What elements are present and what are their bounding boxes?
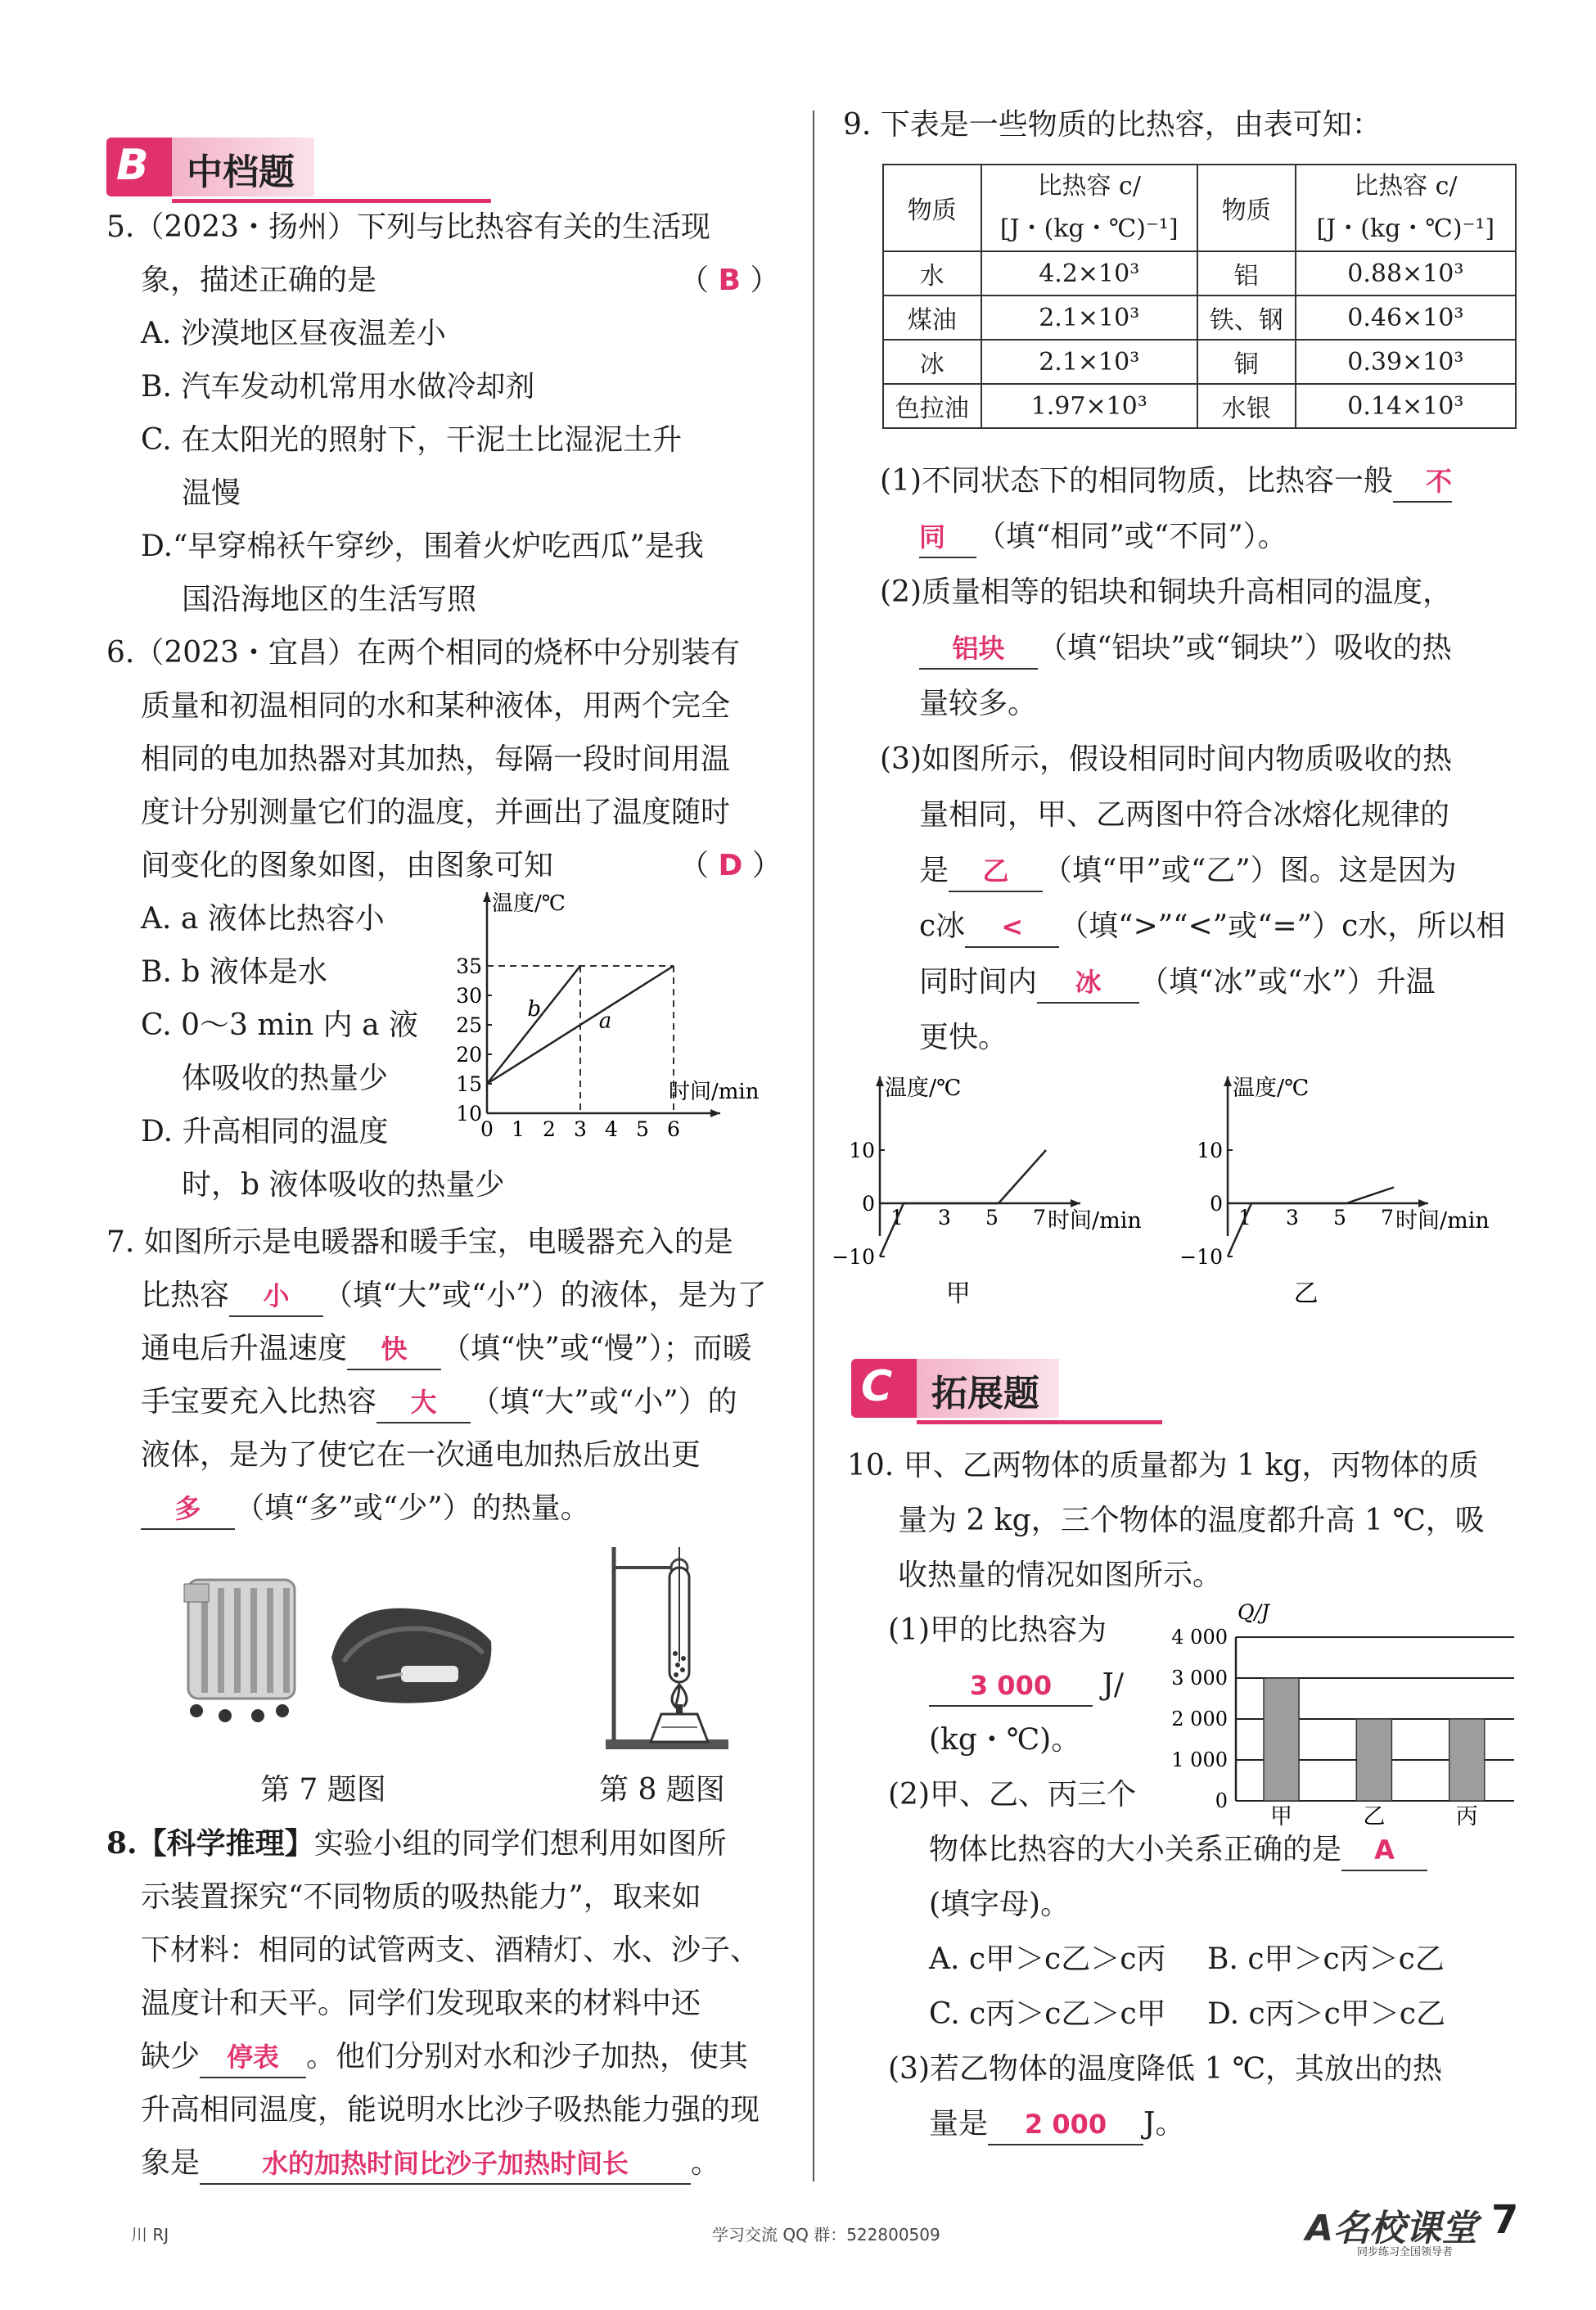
section-c-letter: C [861, 1362, 893, 1411]
q7-text: 手宝要充入比热容 [141, 1385, 377, 1419]
q9-text: （填“甲”或“乙”）图。这是因为 [1043, 854, 1457, 887]
q9-text: （填“冰”或“水”）升温 [1139, 965, 1436, 999]
q10-bar-乙 [1356, 1719, 1391, 1801]
q6-answer: D [718, 849, 743, 882]
q6-y-label: 温度/℃ [492, 891, 566, 916]
specific-heat-table [882, 164, 1517, 429]
q6-stem-2: 质量和初温相同的水和某种液体，用两个完全 [141, 689, 731, 723]
q8-answer-1: 停表 [227, 2042, 280, 2073]
q6-x-arrow [710, 1109, 720, 1117]
q7-text: 比热容 [141, 1279, 230, 1312]
q9-graph-yi-y-tick: −10 [1179, 1245, 1223, 1269]
q9-graph-yi-curve [1228, 1188, 1394, 1257]
q10-text: 物体比热容的大小关系正确的是 [929, 1833, 1342, 1866]
q9-text: (1)不同状态下的相同物质，比热容一般 [880, 464, 1393, 498]
fig7-caption: 第 7 题图 [260, 1773, 386, 1807]
q9-answer-3a: 乙 [982, 855, 1009, 887]
q10-option-c: C. c丙＞c乙＞c甲 [929, 1997, 1166, 2031]
q9-answer-3b: < [1001, 911, 1024, 942]
footer-qq-group: 学习交流 QQ 群：522800509 [712, 2225, 940, 2245]
q9-graph-yi-x-label: 时间/min [1395, 1208, 1490, 1234]
q6-series-label-a: a [598, 1008, 612, 1034]
q6-option-c-2: 体吸收的热量少 [182, 1062, 389, 1095]
q8-text: 。 [691, 2146, 721, 2180]
q6-temperature-graph [446, 884, 798, 1146]
section-c-header [851, 1359, 1129, 1418]
q9-part1-line2 [919, 510, 1287, 563]
footer-edition: 川 RJ [131, 2225, 169, 2245]
q9-part3-line2: 量相同，甲、乙两图中符合冰熔化规律的 [919, 798, 1450, 832]
q10-option-b: B. c甲＞c丙＞c乙 [1207, 1942, 1445, 1976]
table-cell: 铝 [1197, 251, 1296, 296]
q8-line-5 [141, 2030, 748, 2083]
q9-part3-line1: (3)如图所示，假设相同时间内物质吸收的热 [880, 742, 1452, 776]
q6-y-tick: 35 [456, 954, 482, 978]
brand-logo: A名校课堂 [1305, 2208, 1478, 2249]
q6-option-d-2: 时，b 液体吸收的热量少 [182, 1168, 505, 1202]
table-cell: 铜 [1197, 340, 1296, 384]
q10-y-label: Q/J [1238, 1600, 1269, 1624]
q10-part1-line2 [929, 1658, 1124, 1712]
q9-part2-line2 [919, 621, 1452, 675]
q9-graph-yi-y-label: 温度/℃ [1233, 1076, 1310, 1101]
q9-graph-jia-x-tick: 1 [890, 1206, 904, 1229]
q10-line-1: 10. 甲、乙两物体的质量都为 1 kg，丙物体的质 [847, 1449, 1479, 1482]
q9-graph-jia-y-label: 温度/℃ [885, 1076, 962, 1101]
q8-line-3: 下材料：相同的试管两支、酒精灯、水、沙子、 [141, 1933, 760, 1967]
q10-y-tick: 1 000 [1171, 1748, 1228, 1771]
q9-text: （填“相同”或“不同”）。 [976, 520, 1287, 553]
q10-category-label: 丙 [1455, 1804, 1478, 1830]
q6-option-a: A. a 液体比热容小 [141, 902, 385, 936]
q6-x-tick: 5 [636, 1117, 649, 1141]
q8-line-2: 示装置探究“不同物质的吸热能力”，取来如 [141, 1880, 701, 1914]
q7-answer-2: 快 [381, 1333, 408, 1365]
q10-option-a: A. c甲＞c乙＞c丙 [929, 1942, 1166, 1976]
q10-y-tick: 0 [1215, 1789, 1228, 1812]
q9-answer-1b: 同 [919, 521, 946, 553]
q9-graph-jia [832, 1064, 1187, 1334]
q8-line-4: 温度计和天平。同学们发现取来的材料中还 [141, 1987, 701, 2020]
column-divider [813, 111, 814, 2181]
q10-heat-bar-chart [1162, 1600, 1531, 1842]
q6-x-tick: 1 [512, 1117, 525, 1141]
q8-tag: 8.【科学推理】 [106, 1826, 314, 1861]
table-cell: 铁、钢 [1197, 296, 1296, 340]
table-cell: 煤油 [883, 296, 981, 340]
q10-bar-甲 [1264, 1678, 1299, 1801]
q9-graph-jia-x-tick: 3 [938, 1206, 951, 1229]
q9-answer-1a: 不 [1425, 466, 1452, 497]
q9-text: 是 [919, 854, 949, 887]
table-row [883, 296, 1516, 340]
q6-x-label: 时间/min [669, 1080, 760, 1104]
q6-x-tick: 0 [480, 1117, 494, 1141]
q9-part2-line3: 量较多。 [919, 687, 1038, 720]
q6-y-tick: 15 [456, 1072, 482, 1096]
q8-text: 象是 [141, 2146, 201, 2180]
table-header-capacity-3: 比热容 c/ [1354, 172, 1458, 201]
q10-y-tick: 2 000 [1171, 1708, 1228, 1730]
table-cell: 0.88×10³ [1296, 251, 1516, 296]
q6-x-tick: 3 [574, 1117, 587, 1141]
q10-part3-line2 [929, 2097, 1184, 2150]
section-c-title: 拓展题 [917, 1359, 1059, 1418]
q9-graph-yi-y-tick: 0 [1210, 1192, 1223, 1216]
q5-answer: B [718, 264, 741, 297]
q9-graph-jia-y-arrow [876, 1076, 884, 1086]
q9-graph-yi-x-tick: 7 [1381, 1206, 1394, 1229]
table-cell: 水 [883, 251, 981, 296]
q6-stem-1: 6.（2023・宜昌）在两个相同的烧杯中分别装有 [106, 636, 740, 670]
q10-text: J/ [1102, 1668, 1125, 1702]
q7-line-4 [141, 1375, 737, 1428]
q5-answer-bracket: （ B ） [679, 264, 780, 297]
q10-part2-line1: (2)甲、乙、丙三个 [888, 1778, 1136, 1811]
q9-graph-jia-y-tick: −10 [832, 1245, 875, 1269]
q6-series-b [487, 966, 580, 1084]
q10-category-label: 乙 [1363, 1804, 1386, 1830]
q6-stem-3: 相同的电加热器对其加热，每隔一段时间用温 [141, 742, 731, 776]
q9-text: 同时间内 [919, 965, 1038, 999]
q6-y-tick: 10 [456, 1102, 482, 1126]
q6-x-tick: 2 [543, 1117, 556, 1141]
table-cell: 4.2×10³ [981, 251, 1197, 296]
alcohol-lamp-icon [651, 1685, 708, 1742]
section-c-rule [917, 1420, 1162, 1424]
q5-stem-1: 5.（2023・扬州）下列与比热容有关的生活现 [106, 210, 710, 244]
table-row [883, 384, 1516, 428]
q9-answer-2: 铝块 [952, 633, 1005, 664]
q10-part3-line1: (3)若乙物体的温度降低 1 ℃，其放出的热 [888, 2052, 1443, 2086]
q6-y-arrow [483, 892, 491, 902]
q9-graph-jia-y-tick: 10 [849, 1139, 875, 1162]
q7-answer-1: 小 [263, 1280, 290, 1311]
q9-graph-yi-x-tick: 3 [1286, 1206, 1299, 1229]
table-cell: 0.14×10³ [1296, 384, 1516, 428]
q9-graph-jia-x-tick: 7 [1033, 1206, 1046, 1229]
q7-text: 通电后升温速度 [141, 1332, 348, 1365]
section-b-header [106, 138, 385, 196]
q8-text: 实验小组的同学们想利用如图所 [313, 1827, 727, 1861]
q9-text: （填“铝块”或“铜块”）吸收的热 [1038, 631, 1452, 665]
q9-graph-jia-x-label: 时间/min [1048, 1208, 1142, 1234]
q8-answer-2: 水的加热时间比沙子加热时间长 [262, 2148, 629, 2179]
table-header-capacity-2: [J・(kg・℃)⁻¹] [999, 214, 1179, 243]
q9-answer-3c: 冰 [1075, 967, 1102, 998]
table-header-substance-2: 物质 [1197, 165, 1296, 251]
q10-bar-丙 [1449, 1719, 1485, 1801]
q6-stem-5: 间变化的图象如图，由图象可知 [141, 849, 554, 882]
q6-y-tick: 30 [456, 984, 482, 1008]
q9-part1-line1 [880, 454, 1452, 508]
q9-text: （填“>”“<”或“=”）c水，所以相 [1059, 909, 1506, 943]
table-cell: 水银 [1197, 384, 1296, 428]
q8-text: 缺少 [141, 2040, 201, 2073]
q9-graph-yi-caption: 乙 [1293, 1279, 1319, 1308]
fig7-images [164, 1547, 524, 1744]
q5-option-b: B. 汽车发动机常用水做冷却剂 [141, 370, 535, 404]
q10-answer-1: 3 000 [969, 1670, 1053, 1701]
q6-option-d-1: D. 升高相同的温度 [141, 1115, 389, 1148]
q9-graph-yi [1179, 1064, 1535, 1334]
q10-category-label: 甲 [1270, 1804, 1293, 1830]
q7-text: （填“大”或“小”）的液体，是为了 [323, 1279, 767, 1312]
table-header-substance: 物质 [883, 165, 981, 251]
q9-graph-jia-caption: 甲 [945, 1279, 971, 1308]
q7-line-3 [141, 1322, 752, 1375]
table-header-capacity-b [1296, 165, 1516, 251]
q10-text: 量是 [929, 2107, 989, 2141]
q5-option-a: A. 沙漠地区昼夜温差小 [141, 317, 446, 350]
q10-part2-line3: (填字母)。 [929, 1888, 1071, 1921]
q9-part3-line6: 更快。 [919, 1021, 1008, 1054]
q6-y-tick: 25 [456, 1013, 482, 1037]
q10-y-tick: 3 000 [1171, 1667, 1228, 1690]
q9-graph-jia-y-tick: 0 [862, 1192, 875, 1216]
q9-part3-line5 [919, 955, 1436, 1008]
q9-graph-yi-x-tick: 1 [1238, 1206, 1251, 1229]
q10-part1-line1: (1)甲的比热容为 [888, 1613, 1107, 1647]
q10-line-2: 量为 2 kg，三个物体的温度都升高 1 ℃，吸 [898, 1504, 1485, 1537]
q10-answer-3: 2 000 [1024, 2109, 1107, 2140]
q5-option-d-2: 国沿海地区的生活写照 [182, 583, 477, 616]
q10-part1-line3: (kg・℃)。 [929, 1723, 1081, 1757]
q5-option-d-1: D.“早穿棉袄午穿纱，围着火炉吃西瓜”是我 [141, 530, 704, 563]
table-cell: 冰 [883, 340, 981, 384]
q9-part3-line4 [919, 900, 1505, 953]
table-cell: 2.1×10³ [981, 340, 1197, 384]
q7-line-1: 7. 如图所示是电暖器和暖手宝，电暖器充入的是 [106, 1225, 733, 1259]
q9-graph-yi-x-arrow [1418, 1199, 1428, 1207]
q9-stem: 9. 下表是一些物质的比热容，由表可知： [843, 108, 1382, 142]
q6-stem-4: 度计分别测量它们的温度，并画出了温度随时 [141, 796, 731, 829]
q9-graph-yi-y-tick: 10 [1197, 1139, 1223, 1162]
q6-option-c-1: C. 0～3 min 内 a 液 [141, 1008, 419, 1042]
q9-text: c冰 [919, 909, 966, 943]
table-header-capacity [981, 165, 1197, 251]
fig8-apparatus [597, 1531, 745, 1768]
q7-answer-3: 大 [410, 1387, 437, 1418]
q10-answer-2: A [1374, 1834, 1395, 1866]
table-cell: 1.97×10³ [981, 384, 1197, 428]
q10-text: J。 [1143, 2107, 1185, 2141]
q6-option-b: B. b 液体是水 [141, 955, 327, 989]
page-number: 7 [1491, 2197, 1519, 2243]
q8-text: 。他们分别对水和沙子加热，使其 [306, 2040, 749, 2073]
q8-line-7 [141, 2136, 720, 2190]
q9-graph-jia-x-tick: 5 [985, 1206, 999, 1229]
q6-x-tick: 4 [605, 1117, 618, 1141]
section-b-letter: B [116, 141, 149, 190]
table-row [883, 340, 1516, 384]
q6-series-label-b: b [527, 997, 542, 1022]
section-b-title: 中档题 [172, 138, 314, 196]
q8-line-6: 升高相同温度，能说明水比沙子吸热能力强的现 [141, 2093, 760, 2127]
table-header-row [883, 165, 1516, 251]
q9-part2-line1: (2)质量相等的铝块和铜块升高相同的温度， [880, 575, 1452, 609]
q6-y-tick: 20 [456, 1043, 482, 1067]
q10-line-3: 收热量的情况如图所示。 [898, 1559, 1223, 1592]
table-row [883, 251, 1516, 296]
q7-text: （填“快”或“慢”）；而暖 [441, 1332, 752, 1365]
q9-graph-jia-x-arrow [1071, 1199, 1080, 1207]
brand-tagline: 同步练习全国领导者 [1357, 2246, 1454, 2258]
q6-answer-bracket: （ D ） [679, 849, 782, 882]
table-header-capacity-1: 比热容 c/ [1037, 172, 1141, 201]
q7-line-6 [141, 1482, 590, 1535]
q9-graph-yi-y-arrow [1224, 1076, 1232, 1086]
table-cell: 0.39×10³ [1296, 340, 1516, 384]
q9-part3-line3 [919, 844, 1457, 897]
table-header-capacity-4: [J・(kg・℃)⁻¹] [1316, 214, 1495, 243]
q7-line-2 [141, 1269, 767, 1322]
q6-x-tick: 6 [667, 1117, 680, 1141]
q10-y-tick: 4 000 [1171, 1626, 1228, 1649]
q7-text: （填“大”或“小”）的 [471, 1385, 737, 1419]
q7-line-5: 液体，是为了使它在一次通电加热后放出更 [141, 1438, 701, 1472]
q9-graph-yi-x-tick: 5 [1333, 1206, 1346, 1229]
table-cell: 色拉油 [883, 384, 981, 428]
table-cell: 0.46×10³ [1296, 296, 1516, 340]
q8-line-1 [106, 1817, 727, 1870]
hand-warmer-icon [331, 1608, 491, 1703]
fig8-caption: 第 8 题图 [599, 1773, 725, 1807]
table-cell: 2.1×10³ [981, 296, 1197, 340]
q10-option-d: D. c丙＞c甲＞c乙 [1207, 1997, 1445, 2031]
electric-heater-icon [184, 1580, 295, 1722]
q5-stem-2: 象，描述正确的是 [141, 264, 377, 297]
q7-answer-4: 多 [174, 1493, 201, 1524]
q7-text: （填“多”或“少”）的热量。 [235, 1491, 590, 1525]
q5-option-c-2: 温慢 [182, 476, 241, 510]
q5-option-c-1: C. 在太阳光的照射下，干泥土比湿泥土升 [141, 423, 683, 457]
